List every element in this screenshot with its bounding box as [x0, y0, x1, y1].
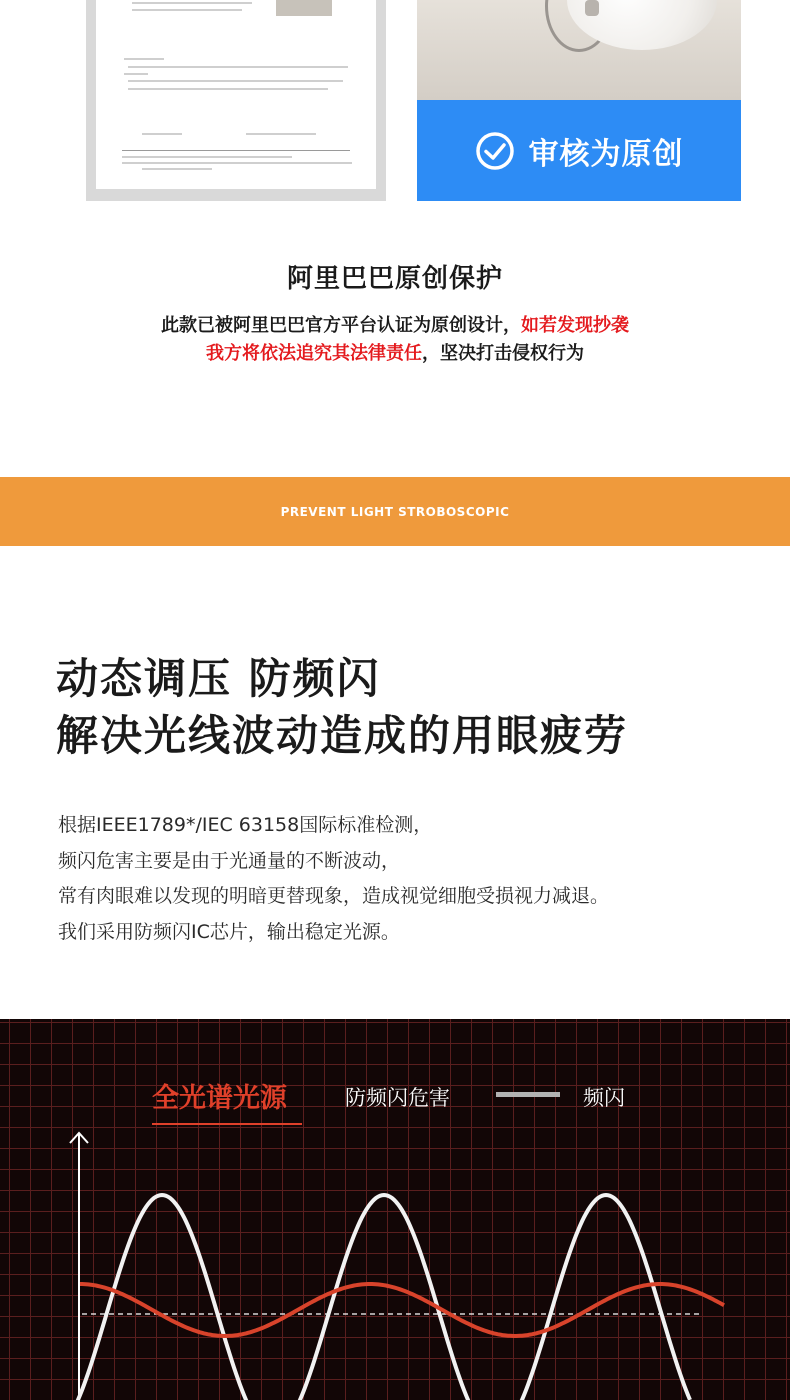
- stable-wave: [80, 1284, 724, 1336]
- section-banner: [0, 477, 790, 546]
- protection-line-2-red: 我方将依法追究其法律责任: [206, 343, 422, 364]
- legend-flicker-swatch: [496, 1092, 560, 1097]
- legend-anti-flicker: 防频闪危害: [345, 1086, 450, 1110]
- flicker-wave: [70, 1195, 690, 1400]
- badge-label: 审核为原创: [528, 136, 684, 172]
- feature-body-line: 常有肉眼难以发现的明暗更替现象，造成视觉细胞受损视力减退。: [58, 885, 610, 907]
- feature-body-line: 我们采用防频闪IC芯片，输出稳定光源。: [58, 921, 400, 943]
- protection-line-1: [0, 311, 790, 337]
- legend-full-spectrum: 全光谱光源: [152, 1083, 287, 1114]
- legend-full-spectrum-underline: [152, 1123, 302, 1125]
- protection-line-1-red: 如若发现抄袭: [521, 315, 629, 336]
- section-banner-text: PREVENT LIGHT STROBOSCOPIC: [280, 504, 510, 519]
- check-circle-icon: [475, 131, 515, 171]
- flicker-comparison-graphic: [0, 1019, 790, 1400]
- legend-flicker: 频闪: [583, 1086, 625, 1110]
- protection-line-2: [0, 339, 790, 365]
- feature-headline-2: 解决光线波动造成的用眼疲劳: [56, 711, 629, 760]
- protection-title: 阿里巴巴原创保护: [286, 264, 503, 294]
- original-verified-badge: [417, 100, 741, 201]
- feature-body-line: 根据IEEE1789*/IEC 63158国际标准检测，: [58, 814, 433, 836]
- protection-line-1-black: 此款已被阿里巴巴官方平台认证为原创设计，: [161, 315, 521, 336]
- feature-headline-1: 动态调压 防频闪: [56, 654, 381, 703]
- feature-body-line: 频闪危害主要是由于光通量的不断波动，: [58, 850, 401, 872]
- product-photo: [417, 0, 741, 100]
- protection-line-2-black: ，坚决打击侵权行为: [422, 343, 584, 364]
- certificate-image: [86, 0, 386, 201]
